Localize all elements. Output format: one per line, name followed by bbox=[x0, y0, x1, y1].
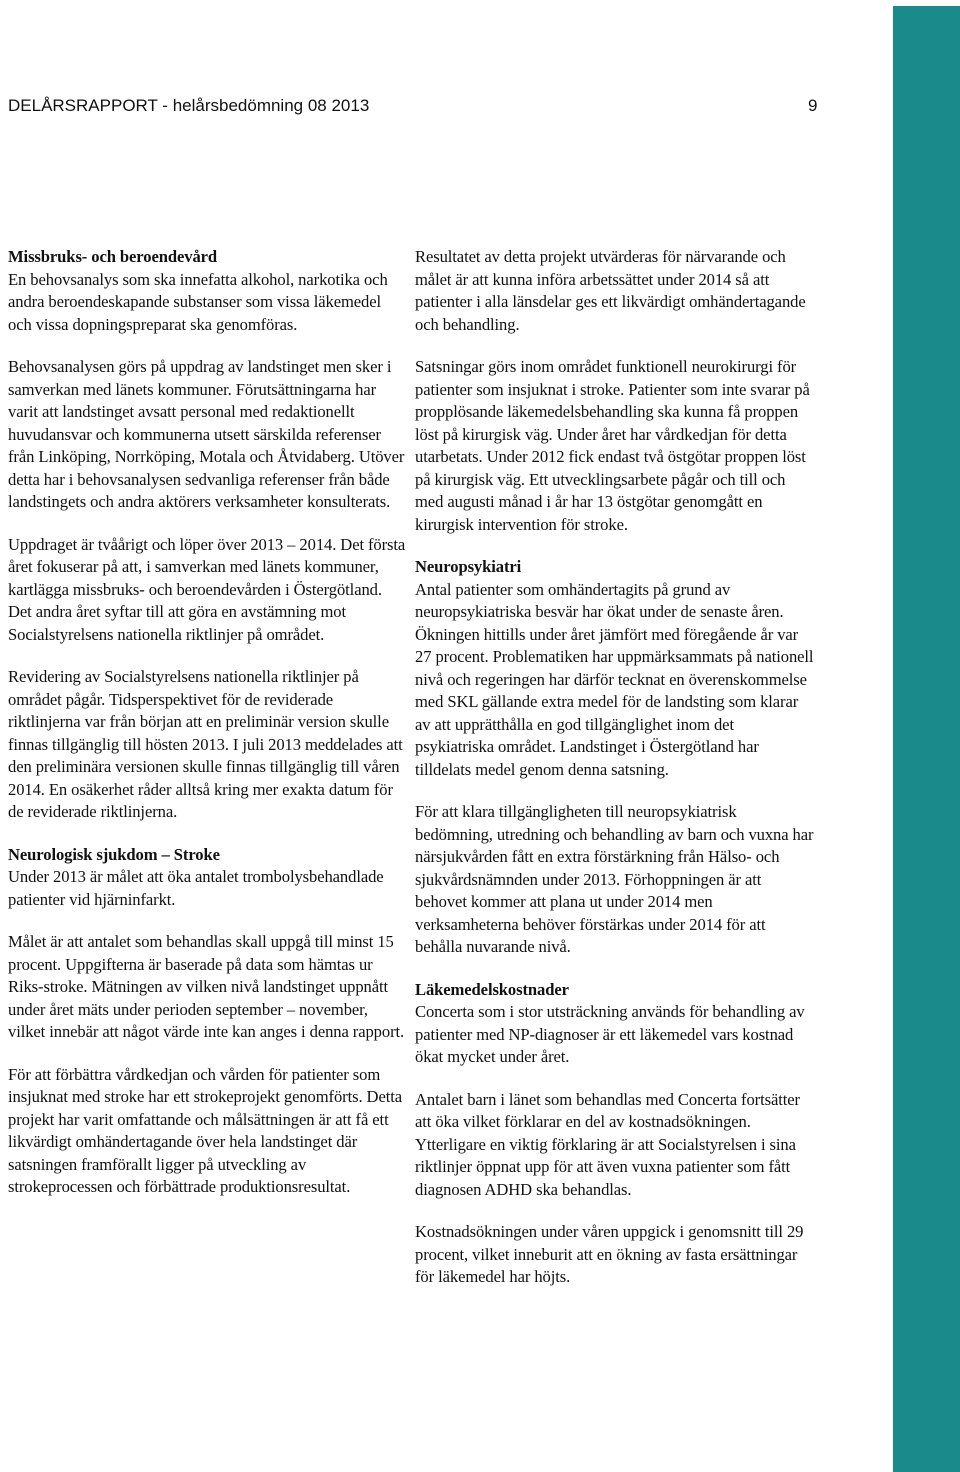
paragraph: Behovsanalysen görs på uppdrag av landstinget men sker i samverkan med länets kommuner. Förutsättningarna har varit att landstinget avsatt personal med redaktionellt huvudansvar och kommunerna utsett särskilda referenser från Linköping, Norrköping, Motala och Åtvidaberg. Utöver detta har i behovsanalysen sedvanliga referenser från både landstingets och andra aktörers verksamheter konsulterats. bbox=[8, 357, 405, 511]
paragraph: Revidering av Socialstyrelsens nationella riktlinjer på området pågår. Tidsperspektivet för de reviderade riktlinjerna var från början att en preliminär version skulle finnas tillgänglig till hösten 2013. I juli 2013 meddelades att den preliminära versionen skulle finnas tillgänglig till våren 2014. En osäkerhet råder alltså kring mer exakta datum för de reviderade riktlinjerna. bbox=[8, 667, 403, 821]
section-heading-lakemedel: Läkemedelskostnader bbox=[415, 979, 569, 999]
left-column bbox=[8, 246, 408, 1199]
section-text-neuropsykiatri bbox=[415, 556, 815, 781]
paragraph: Under 2013 är målet att öka antalet trombolysbehandlade patienter vid hjärninfarkt. bbox=[8, 867, 384, 909]
section-text-missbruk bbox=[8, 246, 408, 336]
paragraph: Concerta som i stor utsträckning används för behandling av patienter med NP-diagnoser är ett läkemedel vars kostnad ökat mycket under året. bbox=[415, 1002, 805, 1066]
paragraph: Antalet barn i länet som behandlas med Concerta fortsätter att öka vilket förklarar en del av kostnadsökningen. Ytterligare en viktig förklaring är att Socialstyrelsen i sina riktlinjer öppnat upp för att även vuxna patienter som fått diagnosen ADHD ska behandlas. bbox=[415, 1089, 800, 1199]
section-heading-neuropsykiatri: Neuropsykiatri bbox=[415, 557, 522, 576]
section-text-stroke bbox=[8, 844, 408, 912]
page-number: 9 bbox=[808, 96, 818, 115]
paragraph: Satsningar görs inom området funktionell neurokirurgi för patienter som insjuknat i stroke. Patienter som inte svarar på propplösande läkemedelsbehandling ska kunna få proppen löst på kirurgisk väg. Under året har vårdkedjan för detta utarbetats. Under 2012 fick endast två östgötar proppen löst på kirurgisk väg. Ett utvecklingsarbete pågår och till och med augusti månad i år har 13 östgötar genomgått en kirurgisk intervention för stroke. bbox=[415, 357, 810, 534]
paragraph: Resultatet av detta projekt utvärderas för närvarande och målet är att kunna införa arbetssättet under 2014 så att patienter i alla länsdelar ges ett likvärdigt omhändertagande och behandling. bbox=[415, 247, 806, 334]
paragraph: Kostnadsökningen under våren uppgick i genomsnitt till 29 procent, vilket inneburit att en ökning av fasta ersättningar för läkemedel har höjts. bbox=[415, 1222, 804, 1286]
section-heading-stroke: Neurologisk sjukdom – Stroke bbox=[8, 844, 220, 864]
decorative-side-bar bbox=[893, 6, 960, 1472]
paragraph: För att förbättra vårdkedjan och vården för patienter som insjuknat med stroke har ett strokeprojekt genomförts. Detta projekt har varit omfattande och målsättningen är att få ett likvärdigt omhändertagande över hela landstinget där satsningen framförallt ligger på utveckling av strokeprocessen och förbättrade produktionsresultat. bbox=[8, 1064, 402, 1196]
page-header-title: DELÅRSRAPPORT - helårsbedömning 08 2013 bbox=[8, 96, 370, 115]
paragraph: En behovsanalys som ska innefatta alkohol, narkotika och andra beroendeskapande substanser som vissa läkemedel och vissa dopningspreparat ska genomföras. bbox=[8, 269, 388, 334]
paragraph: Uppdraget är tvåårigt och löper över 2013 – 2014. Det första året fokuserar på att, i samverkan med länets kommuner, kartlägga missbruks- och beroendevården i Östergötland. Det andra året syftar till att göra en avstämning mot Socialstyrelsens nationella riktlinjer på området. bbox=[8, 534, 406, 644]
section-text-lakemedel bbox=[415, 979, 815, 1069]
paragraph: För att klara tillgängligheten till neuropsykiatrisk bedömning, utredning och behandling av barn och vuxna har närsjukvården fått en extra förstärkning från Hälso- och sjukvårdsnämnden under 2013. Förhoppningen är att behovet kommer att plana ut under 2014 men verksamheterna behöver förstärkas under 2014 för att behålla nuvarande nivå. bbox=[415, 802, 814, 956]
paragraph: Målet är att antalet som behandlas skall uppgå till minst 15 procent. Uppgifterna är baserade på data som hämtas ur Riks-stroke. Mätningen av vilken nivå landstinget uppnått under året mäts under perioden september – november, vilket innebär att något värde inte kan anges i denna rapport. bbox=[8, 932, 405, 1041]
paragraph: Antal patienter som omhändertagits på grund av neuropsykiatriska besvär har ökat under de senaste åren. Ökningen hittills under året jämfört med föregående år var 27 procent. Problematiken har uppmärksammats på nationell nivå och regeringen har därför tecknat en överenskommelse med SKL gällande extra medel för de landsting som klarar av att upprätthålla en god tillgänglighet inom det psykiatriska området. Landstinget i Östergötland har tilldelats medel genom denna satsning. bbox=[415, 579, 814, 779]
section-heading-missbruk: Missbruks- och beroendevård bbox=[8, 247, 218, 266]
right-column bbox=[415, 246, 815, 1289]
